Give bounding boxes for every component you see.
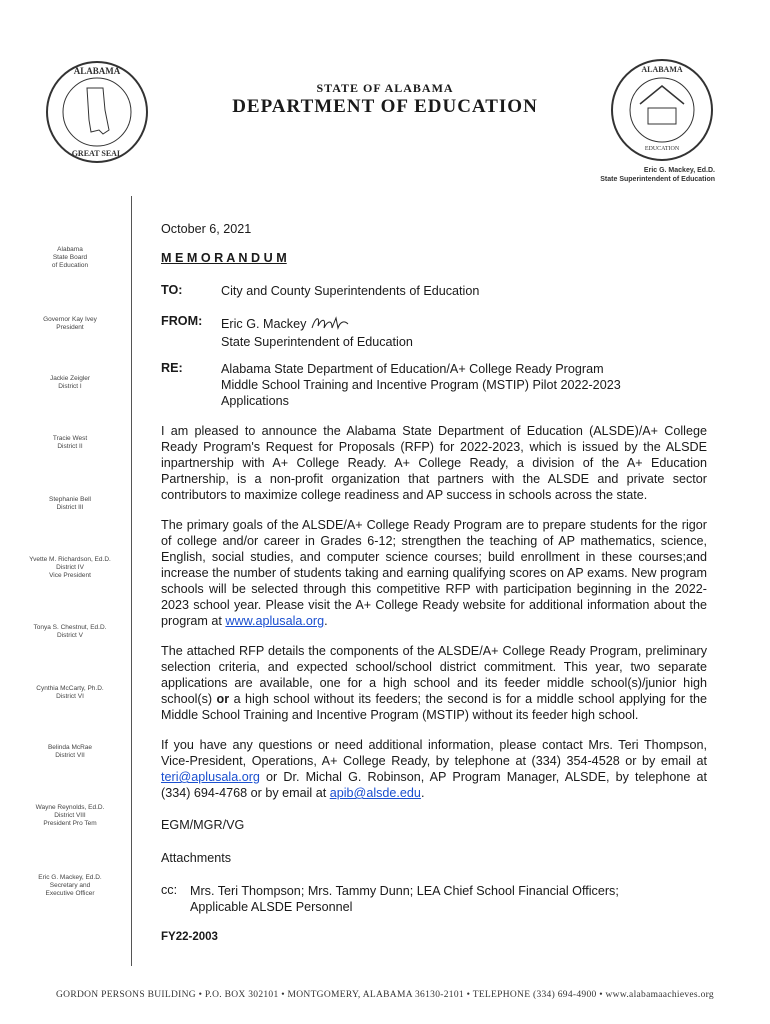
board-member: Wayne Reynolds, Ed.D. District VIII President Pro Tem xyxy=(35,804,105,827)
signature xyxy=(310,314,352,334)
from-name: Eric G. Mackey xyxy=(221,317,307,331)
paragraph-4: If you have any questions or need additional information, please contact Mrs. Teri Thompson, Vice-President, Operations, A+ College Ready, by telephone at (334) 354-4528 or by email at teri@aplusala.org or Dr. Michal G. Robinson, AP Program Manager, ALSDE, by telephone at (334) 694-4768 or by email at apib@alsde.edu. xyxy=(161,738,707,800)
paragraph-3: The attached RFP details the components of the ALSDE/A+ College Ready Program, preliminary selection criteria, and expected school/school district commitment. This year, two separate applications are available, one for a high school and its feeder middle school(s)/junior high school(s) or a high school without its feeders; the second is for a middle school applying for the Middle School Training and Incentive Program (MSTIP) without its feeder high school. xyxy=(161,644,708,722)
to-value: City and County Superintendents of Education xyxy=(221,284,480,298)
re-label: RE: xyxy=(161,361,183,375)
to-label: TO: xyxy=(161,283,183,297)
cc-label: cc: xyxy=(161,883,178,897)
board-member: Alabama State Board of Education xyxy=(51,246,89,269)
superintendent-title: State Superintendent of Education xyxy=(600,176,715,183)
state-heading: STATE OF ALABAMA xyxy=(316,81,454,95)
memo-date: October 6, 2021 xyxy=(161,222,252,236)
apib-email-link[interactable]: apib@alsde.edu xyxy=(329,786,421,800)
board-member: Stephanie Bell District III xyxy=(49,496,91,511)
svg-text:EDUCATION: EDUCATION xyxy=(644,146,680,152)
from-title: State Superintendent of Education xyxy=(221,335,413,349)
board-member: Cynthia McCarty, Ph.D. District VI xyxy=(36,685,104,700)
from-value xyxy=(221,314,413,350)
paragraph-1: I am pleased to announce the Alabama State Department of Education (ALSDE)/A+ College Ready Program's Request for Proposals (RFP) for 2022-2023, which is issued by the ALSDE inpartnership with A+ College Ready. A+ College Ready, a division of the A+ Education Partnership, is a non-profit organization that partners with the ALSDE and private sector contributors to maximize college readiness and AP success in schools across the state. xyxy=(161,424,707,502)
board-member: Jackie Zeigler District I xyxy=(49,375,91,390)
department-heading: DEPARTMENT OF EDUCATION xyxy=(232,96,538,117)
teri-email-link[interactable]: teri@aplusala.org xyxy=(161,770,260,784)
footer-address: GORDON PERSONS BUILDING • P.O. BOX 302101 • MONTGOMERY, ALABAMA 36130-2101 • TELEPHONE (334) 694-4900 • www.alabamaachieves.org xyxy=(56,990,714,1000)
svg-text:GREAT SEAL: GREAT SEAL xyxy=(71,149,123,158)
svg-text:ALABAMA: ALABAMA xyxy=(641,65,683,74)
superintendent-header xyxy=(600,166,715,184)
sidebar-divider xyxy=(131,196,132,966)
document-number: FY22-2003 xyxy=(161,931,218,943)
re-value: Alabama State Department of Education/A+ College Ready Program Middle School Training and Incentive Program (MSTIP) Pilot 2022-2023 Applications xyxy=(221,362,621,408)
cc-list: Mrs. Teri Thompson; Mrs. Tammy Dunn; LEA Chief School Financial Officers; Applicable ALSDE Personnel xyxy=(190,884,619,914)
aplusala-link[interactable]: www.aplusala.org xyxy=(225,614,325,628)
paragraph-2: The primary goals of the ALSDE/A+ College Ready Program are to prepare students for the rigor of college and/or career in Grades 6-12; strengthen the teaching of AP mathematics, science, English, social studies, and computer science courses; build enrollment in these courses;and increase the number of students taking and earning qualifying scores on AP exams. New program schools will be selected through this competitive RFP with participation beginning in the 2022-2023 school year. Please visit the A+ College Ready website for additional information about the program at www.aplusala.org. xyxy=(161,518,707,628)
memo-heading: M E M O R A N D U M xyxy=(161,251,287,265)
board-member: Yvette M. Richardson, Ed.D. District IV Vice President xyxy=(29,556,111,579)
from-label: FROM: xyxy=(161,314,203,328)
superintendent-name: Eric G. Mackey, Ed.D. xyxy=(643,167,715,174)
board-member: Eric G. Mackey, Ed.D. Secretary and Executive Officer xyxy=(38,874,102,897)
attachments: Attachments xyxy=(161,851,231,865)
department-seal-logo xyxy=(610,58,714,162)
board-member: Tracie West District II xyxy=(52,435,88,450)
initials: EGM/MGR/VG xyxy=(161,818,245,832)
board-member: Tonya S. Chestnut, Ed.D. District V xyxy=(33,624,107,639)
board-member: Belinda McRae District VII xyxy=(47,744,93,759)
board-member: Governor Kay Ivey President xyxy=(43,316,97,331)
svg-text:ALABAMA: ALABAMA xyxy=(73,66,121,76)
